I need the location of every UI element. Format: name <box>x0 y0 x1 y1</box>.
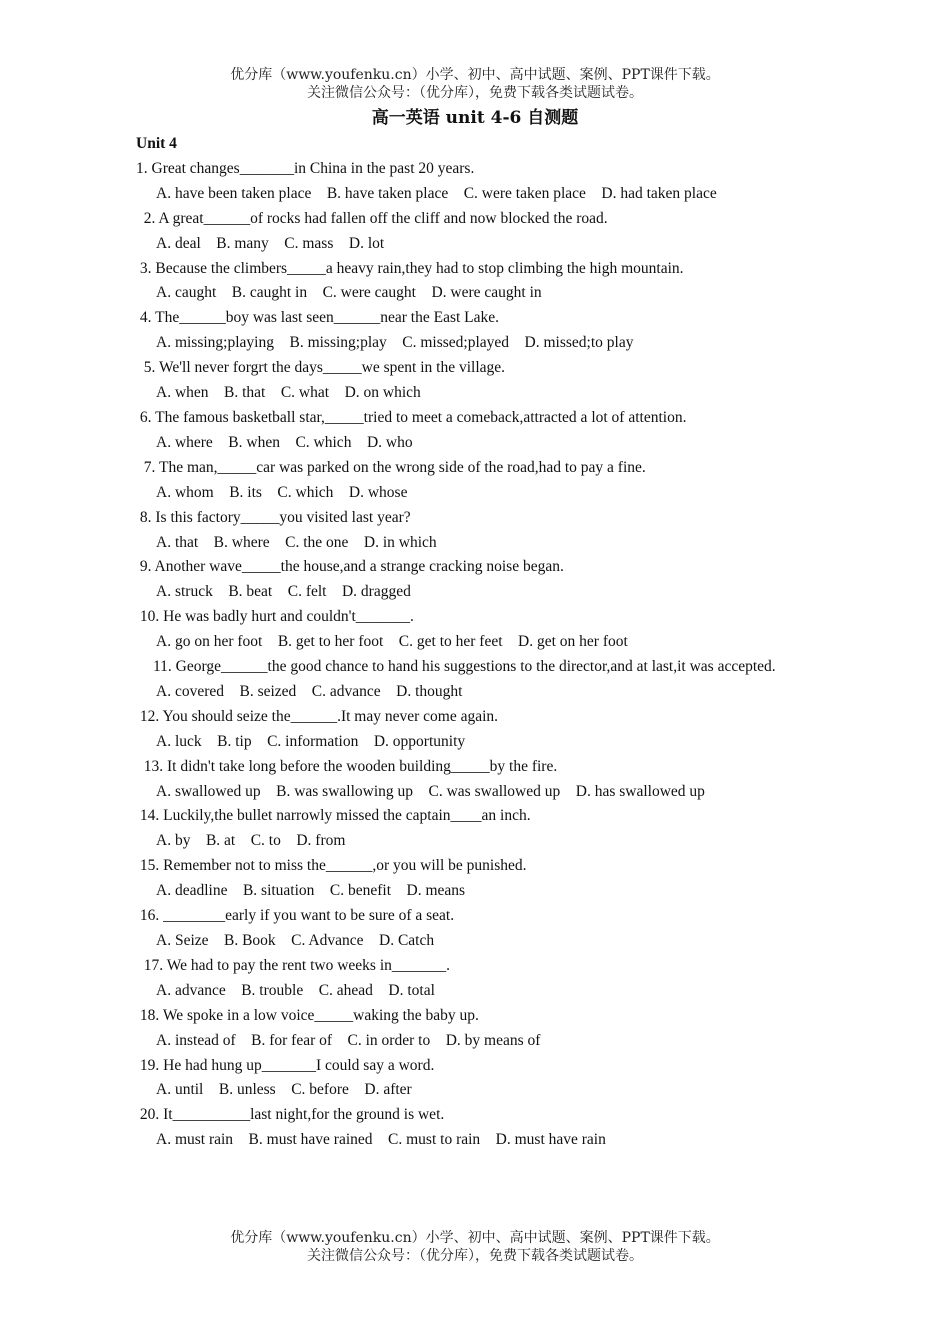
question-options: A. Seize B. Book C. Advance D. Catch <box>156 932 435 949</box>
question-options: A. go on her foot B. get to her foot C. get to her feet D. get on her foot <box>156 633 628 651</box>
question-options: A. whom B. its C. which D. whose <box>156 483 408 501</box>
question-11 <box>136 655 814 705</box>
question-options: A. luck B. tip C. information D. opportunity <box>156 732 466 750</box>
question-options: A. instead of B. for fear of C. in order to D. by means of <box>156 1031 541 1049</box>
question-6 <box>136 406 814 456</box>
question-options: A. by B. at C. to D. from <box>156 832 346 850</box>
question-text: 4. The______boy was last seen______near the East Lake. <box>136 309 500 327</box>
document-title: 高一英语 unit 4-6 自测题 <box>371 108 579 128</box>
footer-line-2: 关注微信公众号：（优分库），免费下载各类试题试卷。 <box>307 1248 643 1264</box>
question-text: 2. A great______of rocks had fallen off the cliff and now blocked the road. <box>136 209 608 227</box>
question-text: 18. We spoke in a low voice_____waking the baby up. <box>136 1006 479 1024</box>
page-header <box>0 66 950 102</box>
header-line-1: 优分库（www.youfenku.cn）小学、初中、高中试题、案例、PPT课件下载。 <box>230 67 720 83</box>
question-text: 3. Because the climbers_____a heavy rain,they had to stop climbing the high mountain. <box>136 259 684 277</box>
question-options: A. deadline B. situation C. benefit D. means <box>156 882 466 900</box>
question-options: A. when B. that C. what D. on which <box>156 384 421 402</box>
question-text: 8. Is this factory_____you visited last year? <box>136 508 411 526</box>
question-text: 19. He had hung up_______I could say a word. <box>136 1056 435 1074</box>
header-line-2: 关注微信公众号：（优分库），免费下载各类试题试卷。 <box>307 85 643 101</box>
question-20 <box>136 1103 814 1153</box>
question-9 <box>136 555 814 605</box>
question-text: 6. The famous basketball star,_____tried to meet a comeback,attracted a lot of attention. <box>136 408 687 426</box>
question-text: 15. Remember not to miss the______,or you will be punished. <box>136 857 527 875</box>
question-14 <box>136 804 814 854</box>
question-options: A. until B. unless C. before D. after <box>156 1081 412 1099</box>
question-text: 9. Another wave_____the house,and a strange cracking noise began. <box>136 558 564 576</box>
question-options: A. missing;playing B. missing;play C. missed;played D. missed;to play <box>156 334 634 352</box>
question-text: 7. The man,_____car was parked on the wrong side of the road,had to pay a fine. <box>136 458 646 476</box>
question-3 <box>136 257 814 307</box>
question-options: A. advance B. trouble C. ahead D. total <box>156 981 435 999</box>
question-options: A. struck B. beat C. felt D. dragged <box>156 583 411 601</box>
question-15 <box>136 854 814 904</box>
question-13 <box>136 755 814 805</box>
unit-heading: Unit 4 <box>136 135 177 152</box>
question-options: A. must rain B. must have rained C. must to rain D. must have rain <box>156 1131 606 1149</box>
question-options: A. deal B. many C. mass D. lot <box>156 234 385 252</box>
page-footer <box>0 1229 950 1265</box>
question-19 <box>136 1054 814 1104</box>
question-text: 10. He was badly hurt and couldn't_______. <box>136 608 414 626</box>
question-16 <box>136 904 814 954</box>
question-options: A. where B. when C. which D. who <box>156 433 413 451</box>
question-12 <box>136 705 814 755</box>
question-options: A. that B. where C. the one D. in which <box>156 533 437 551</box>
question-17 <box>136 954 814 1004</box>
question-7 <box>136 456 814 506</box>
question-text: 5. We'll never forgrt the days_____we spent in the village. <box>136 359 506 377</box>
question-text: 1. Great changes_______in China in the past 20 years. <box>136 159 475 177</box>
question-text: 12. You should seize the______.It may never come again. <box>136 707 499 725</box>
quiz-content <box>136 132 814 1153</box>
question-4 <box>136 306 814 356</box>
question-text: 20. It__________last night,for the ground is wet. <box>136 1106 445 1124</box>
question-options: A. caught B. caught in C. were caught D. were caught in <box>156 284 542 302</box>
question-2 <box>136 207 814 257</box>
question-options: A. covered B. seized C. advance D. thought <box>156 682 463 700</box>
question-text: 14. Luckily,the bullet narrowly missed the captain____an inch. <box>136 807 531 825</box>
question-5 <box>136 356 814 406</box>
question-10 <box>136 605 814 655</box>
question-1 <box>136 157 814 207</box>
question-text: 17. We had to pay the rent two weeks in_______. <box>136 956 451 974</box>
question-text: 13. It didn't take long before the wooden building_____by the fire. <box>136 757 558 775</box>
question-18 <box>136 1004 814 1054</box>
question-text: 16. ________early if you want to be sure of a seat. <box>136 907 455 925</box>
question-8 <box>136 506 814 556</box>
question-options: A. swallowed up B. was swallowing up C. was swallowed up D. has swallowed up <box>156 782 705 800</box>
footer-line-1: 优分库（www.youfenku.cn）小学、初中、高中试题、案例、PPT课件下载。 <box>230 1230 720 1246</box>
question-options: A. have been taken place B. have taken place C. were taken place D. had taken place <box>156 184 717 202</box>
question-text: 11. George______the good chance to hand his suggestions to the director,and at last,it was accepted. <box>153 658 776 676</box>
